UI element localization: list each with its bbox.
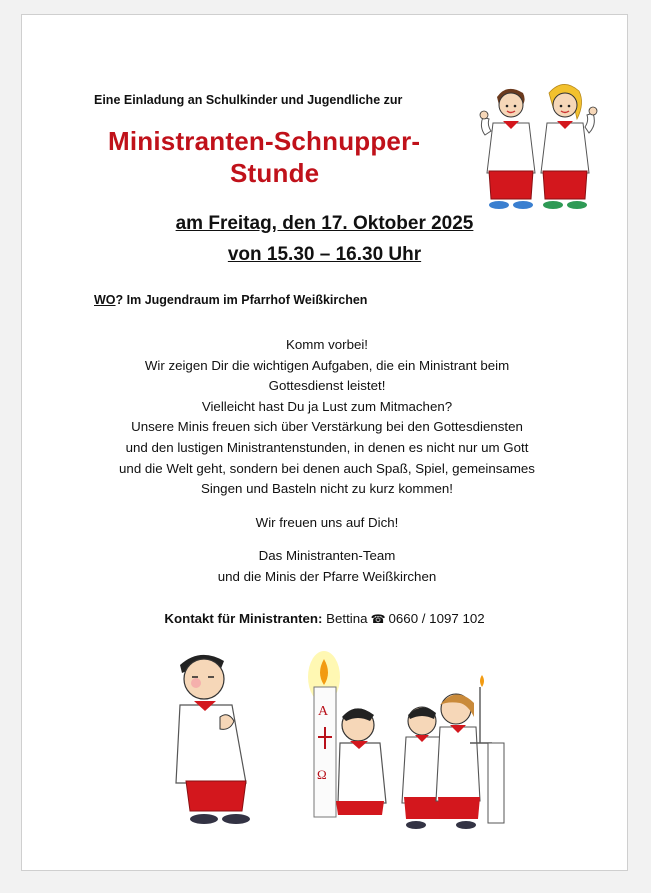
signature-line-2: und die Minis der Pfarre Weißkirchen [217, 568, 437, 584]
svg-text:A: A [318, 704, 329, 719]
body-line: und die Welt geht, sondern bei denen auch Spaß, Spiel, gemeinsames [119, 460, 535, 476]
location-label: WO [94, 293, 116, 307]
location-line [94, 293, 367, 307]
invitation-line: Eine Einladung an Schulkinder und Jugendliche zur [94, 93, 403, 107]
altar-servers-thumbs-up-illustration [477, 75, 607, 215]
body-line: Singen und Basteln nicht zu kurz kommen! [200, 481, 454, 497]
body-line: und den lustigen Ministrantenstunden, in denen es nicht nur um Gott [125, 439, 529, 455]
phone-icon: ☎ [370, 612, 386, 626]
contact-phone: 0660 / 1097 102 [388, 611, 485, 626]
contact-name: Bettina [326, 611, 368, 626]
title-line-1: Ministranten-Schnupper- [108, 126, 421, 156]
location-text: ? Im Jugendraum im Pfarrhof Weißkirchen [115, 293, 368, 307]
event-date: am Freitag, den 17. Oktober 2025 [175, 213, 474, 234]
body-line: Komm vorbei! [285, 337, 369, 352]
body-line: Gottesdienst leistet! [268, 378, 386, 394]
title-line-2: Stunde [230, 158, 320, 188]
body-line: Vielleicht hast Du ja Lust zum Mitmachen? [201, 398, 453, 414]
contact-label: Kontakt für Ministranten: [164, 611, 323, 626]
invitation-body [82, 335, 572, 588]
body-line: Unsere Minis freuen sich über Verstärkung bei den Gottesdiensten [131, 419, 523, 435]
contact-line [22, 611, 627, 626]
event-time: von 15.30 – 16.30 Uhr [227, 244, 422, 265]
svg-text:Ω: Ω [317, 767, 327, 782]
signature-line-1: Das Ministranten-Team [258, 548, 396, 564]
body-line: Wir zeigen Dir die wichtigen Aufgaben, die ein Ministrant beim [144, 357, 510, 373]
document-page [21, 14, 628, 871]
thanks-line: Wir freuen uns auf Dich! [255, 514, 399, 530]
altar-servers-with-candle-illustration [170, 647, 510, 837]
